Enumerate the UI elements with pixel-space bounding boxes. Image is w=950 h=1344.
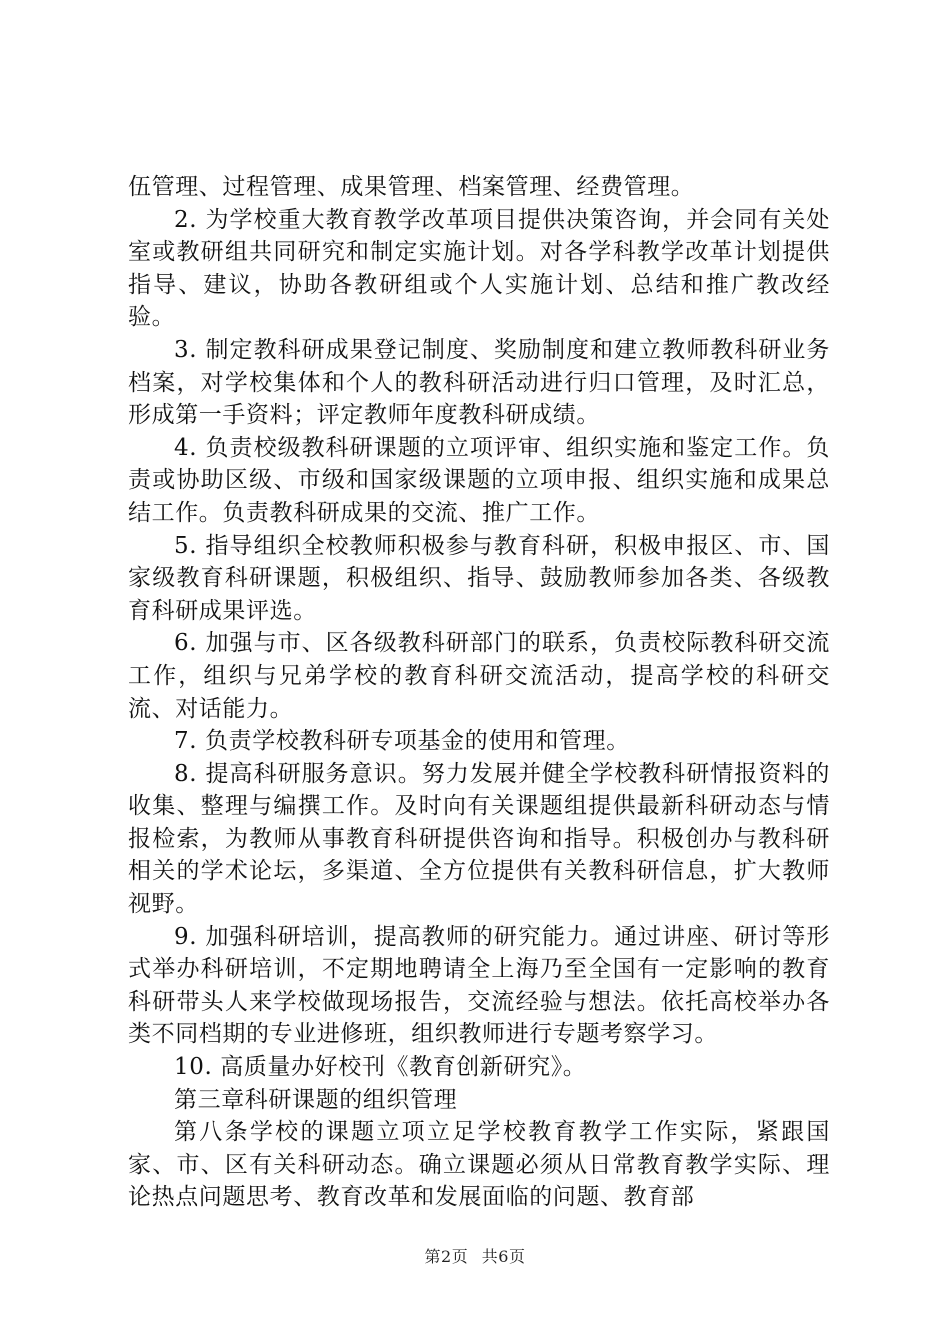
paragraph-item-2: 2. 为学校重大教育教学改革项目提供决策咨询，并会同有关处室或教研组共同研究和制定实施计划。对各学科教学改革计划提供指导、建议，协助各教研组或个人实施计划、总结和推广教改经验。 <box>128 206 830 331</box>
paragraph-item-9: 9. 加强科研培训，提高教师的研究能力。通过讲座、研讨等形式举办科研培训，不定期地聘请全上海乃至全国有一定影响的教育科研带头人来学校做现场报告，交流经验与想法。依托高校举办各类不同档期的专业进修班，组织教师进行专题考察学习。 <box>128 923 830 1048</box>
paragraph-item-3: 3. 制定教科研成果登记制度、奖励制度和建立教师教科研业务档案，对学校集体和个人的教科研活动进行归口管理，及时汇总，形成第一手资料；评定教师年度教科研成绩。 <box>128 336 830 429</box>
paragraph-item-4: 4. 负责校级教科研课题的立项评审、组织实施和鉴定工作。负责或协助区级、市级和国家级课题的立项申报、组织实施和成果总结工作。负责教科研成果的交流、推广工作。 <box>128 434 830 526</box>
paragraph-item-6: 6. 加强与市、区各级教科研部门的联系，负责校际教科研交流工作，组织与兄弟学校的教育科研交流活动，提高学校的科研交流、对话能力。 <box>128 630 830 722</box>
page-total: 共6页 <box>481 1247 526 1266</box>
paragraph-item-7: 7. 负责学校教科研专项基金的使用和管理。 <box>174 728 630 755</box>
paragraph-item-8: 8. 提高科研服务意识。努力发展并健全学校教科研情报资料的收集、整理与编撰工作。及时向有关课题组提供最新科研动态与情报检索，为教师从事教育科研提供咨询和指导。积极创办与教科研相关的学术论坛，多渠道、全方位提供有关教科研信息，扩大教师视野。 <box>128 760 830 918</box>
paragraph-continuation: 伍管理、过程管理、成果管理、档案管理、经费管理。 <box>128 174 695 200</box>
paragraph-item-5: 5. 指导组织全校教师积极参与教育科研，积极申报区、市、国家级教育科研课题，积极组织、指导、鼓励教师参加各类、各级教育科研成果评选。 <box>128 532 830 624</box>
paragraph-item-10: 10. 高质量办好校刊《教育创新研究》。 <box>174 1054 587 1081</box>
paragraph-article-8: 第八条学校的课题立项立足学校教育教学工作实际，紧跟国家、市、区有关科研动态。确立课题必须从日常教育教学实际、理论热点问题思考、教育改革和发展面临的问题、教育部 <box>128 1119 830 1211</box>
chapter-heading: 第三章科研课题的组织管理 <box>174 1086 458 1113</box>
page-number: 第2页 <box>424 1247 469 1266</box>
document-body <box>128 171 830 1214</box>
page-footer <box>0 1244 950 1267</box>
